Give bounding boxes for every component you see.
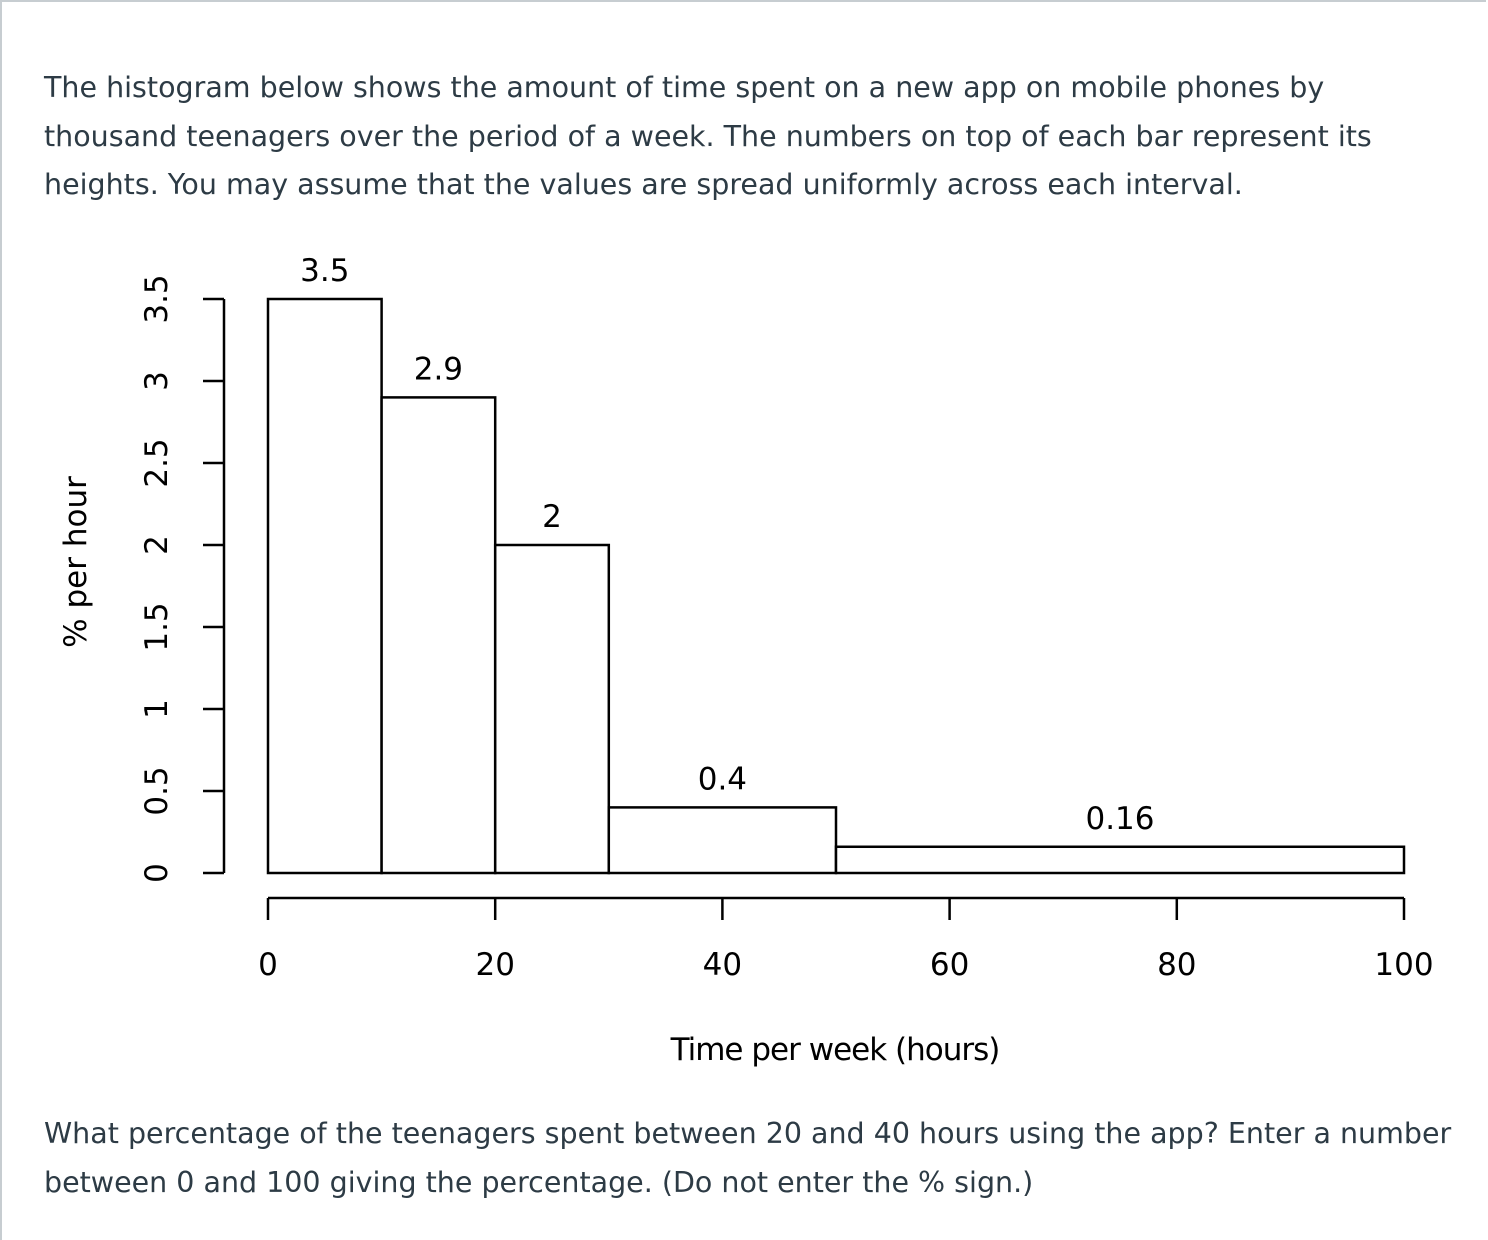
bar-value-label: 3.5 bbox=[300, 253, 350, 289]
bar-value-label: 0.4 bbox=[697, 761, 748, 798]
bar-value-label: 0.16 bbox=[1085, 800, 1155, 837]
x-axis bbox=[258, 898, 1433, 983]
y-tick-label: 0 bbox=[139, 863, 175, 883]
x-axis-title: Time per week (hours) bbox=[670, 1032, 1000, 1068]
x-tick-label: 80 bbox=[1157, 947, 1197, 983]
bar-value-label: 2.9 bbox=[413, 351, 464, 388]
y-axis-title: % per hour bbox=[58, 476, 94, 648]
question-intro-text: The histogram below shows the amount of time spent on a new app on mobile phones by thousand teenagers over the period of a week. The numbers on top of each bar represent its heights. You may assume that the values are spread uniformly across each interval. bbox=[44, 71, 1372, 201]
y-tick-label: 0.5 bbox=[139, 766, 175, 816]
histogram-bar bbox=[382, 397, 496, 873]
question-prompt-text: What percentage of the teenagers spent between 20 and 40 hours using the app? Enter a number between 0 and 100 giving the percentage. (Do not enter the % sign.) bbox=[44, 1117, 1452, 1199]
x-tick-label: 0 bbox=[258, 947, 278, 983]
y-tick-label: 3.5 bbox=[139, 274, 175, 324]
histogram-bar bbox=[495, 545, 609, 873]
y-tick-label: 2.5 bbox=[139, 438, 175, 488]
x-tick-label: 100 bbox=[1374, 947, 1434, 983]
bar-value-label: 2 bbox=[542, 499, 562, 535]
histogram-bar bbox=[609, 807, 836, 873]
x-tick-label: 40 bbox=[702, 947, 743, 983]
y-tick-label: 1 bbox=[139, 699, 175, 719]
y-tick-label: 1.5 bbox=[139, 602, 175, 652]
histogram-bar bbox=[268, 299, 382, 873]
y-axis bbox=[139, 274, 224, 883]
y-tick-label: 3 bbox=[139, 371, 175, 391]
x-tick-label: 60 bbox=[929, 947, 970, 983]
histogram-bar bbox=[836, 847, 1404, 873]
x-tick-label: 20 bbox=[475, 947, 515, 983]
y-tick-label: 2 bbox=[139, 535, 175, 555]
